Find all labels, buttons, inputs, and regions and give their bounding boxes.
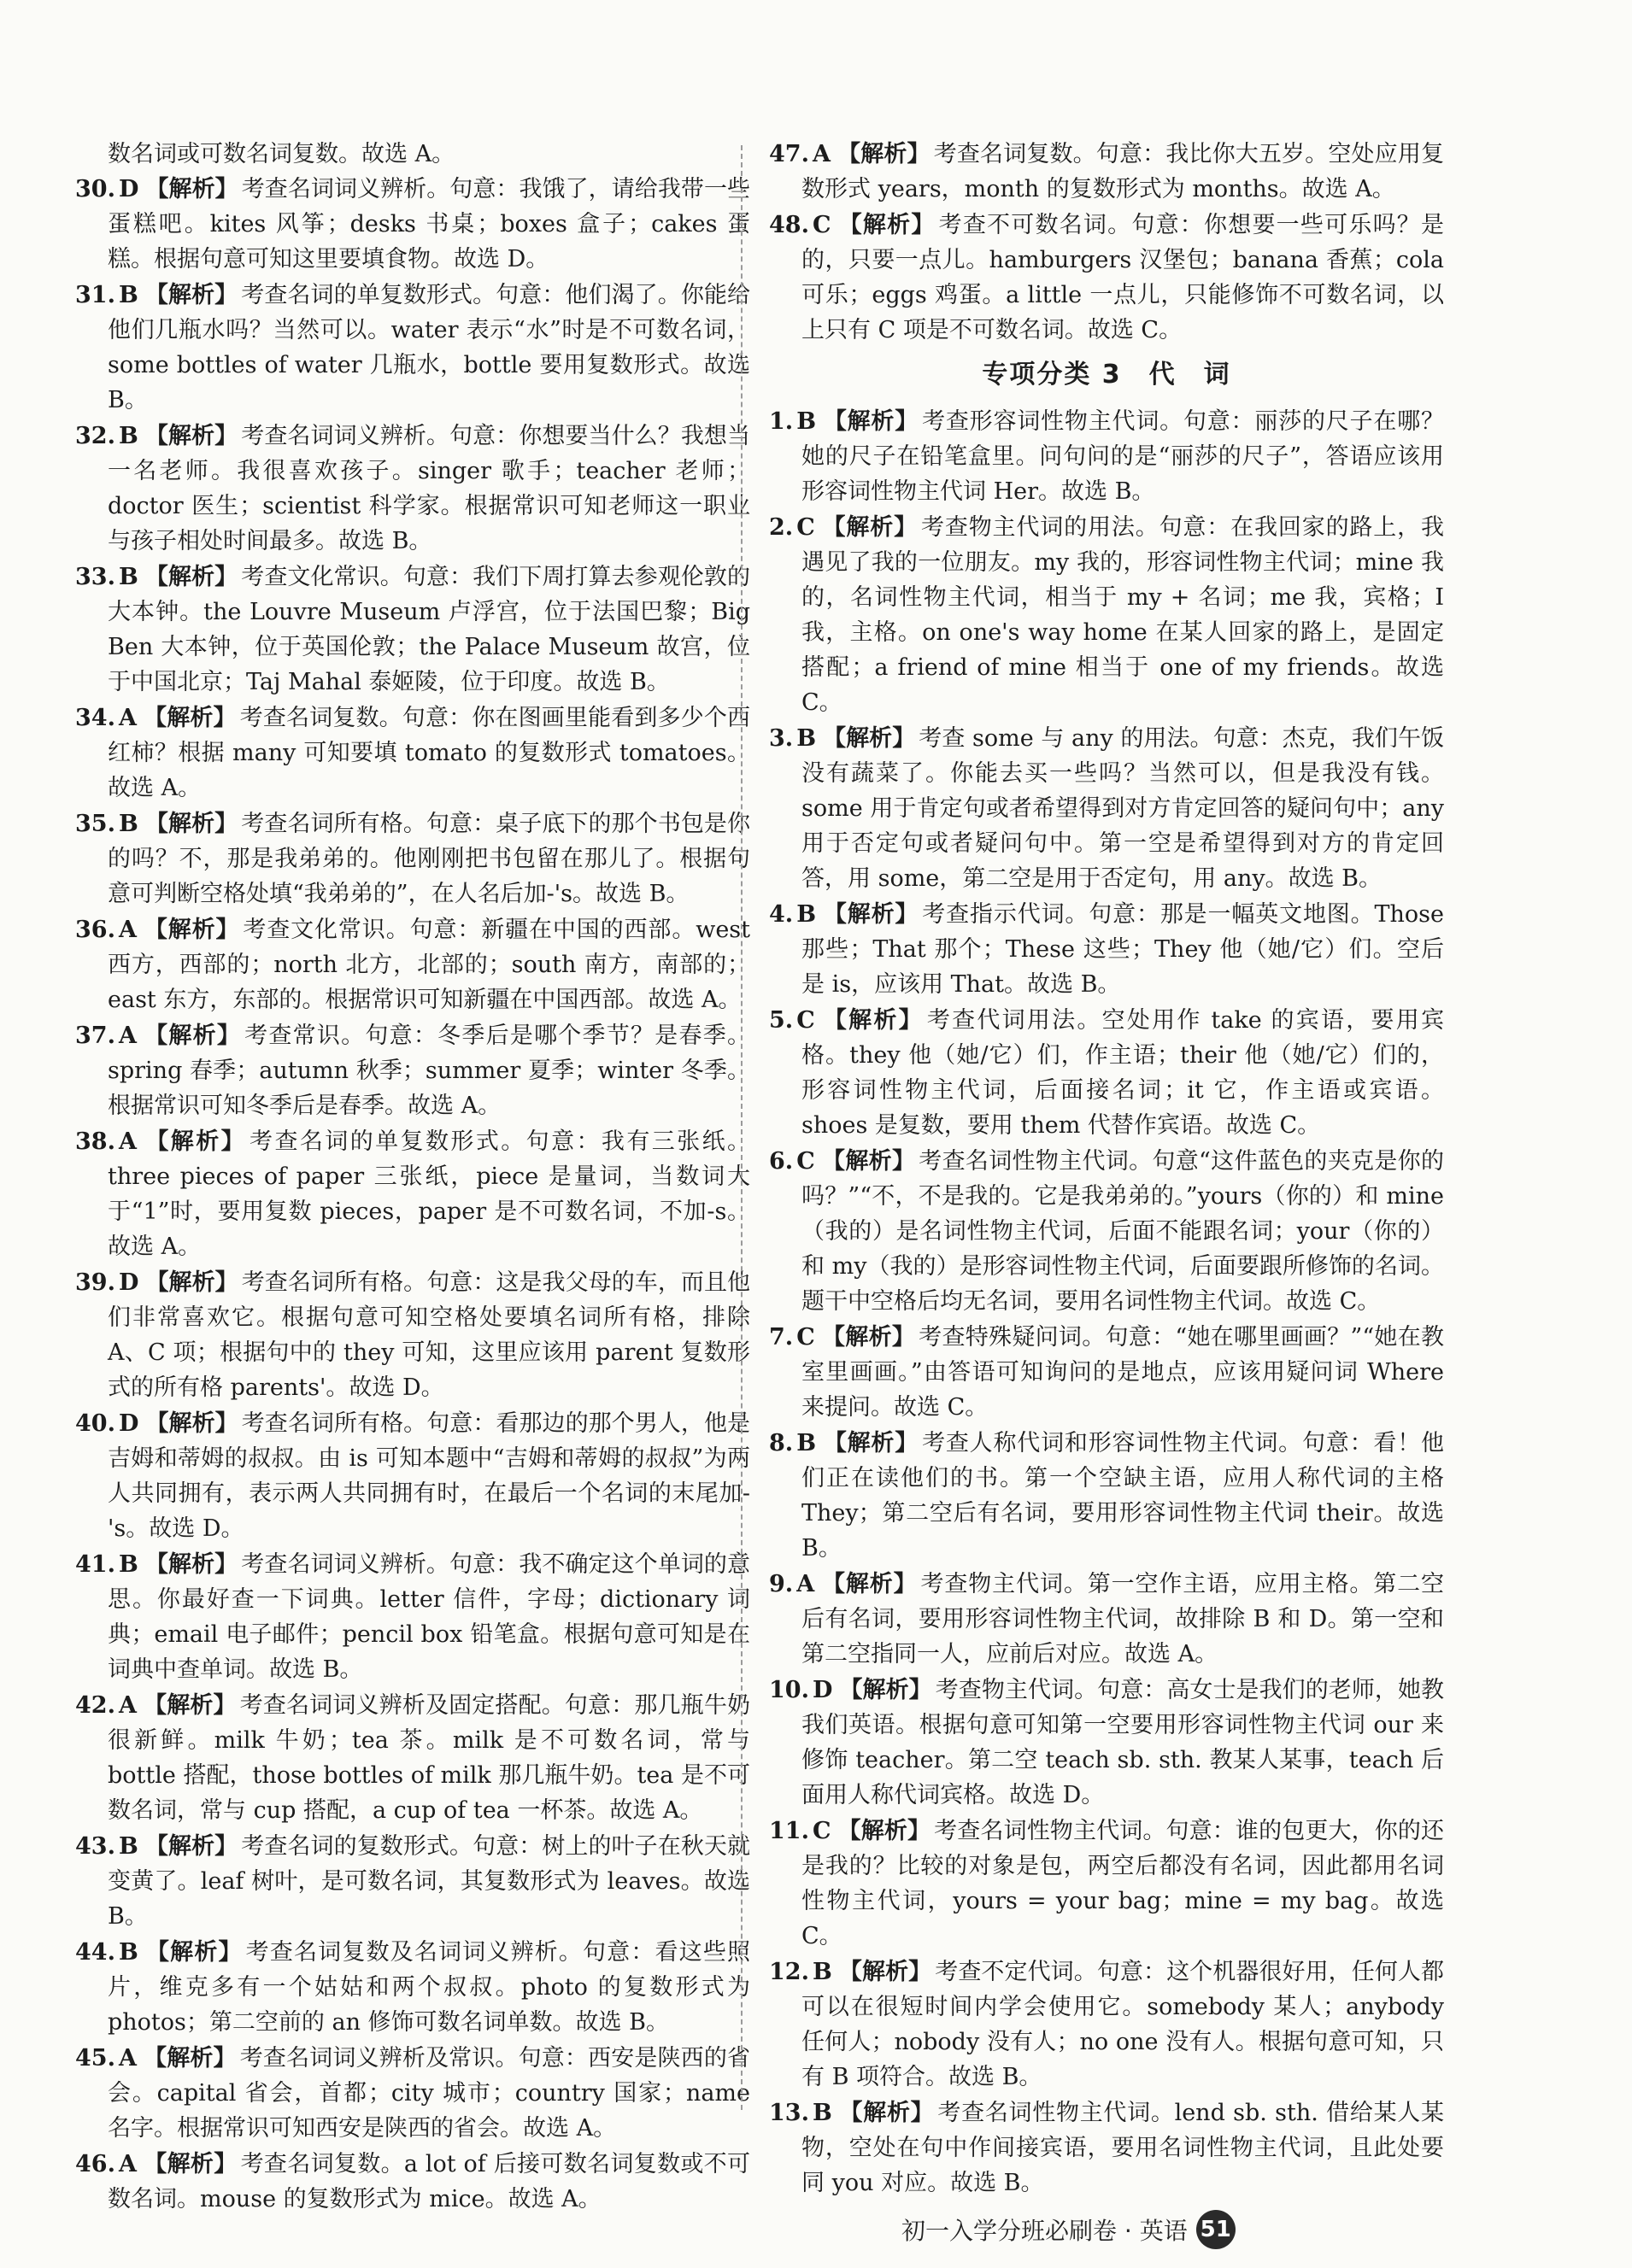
analysis-tag: 【解析】 bbox=[143, 1023, 242, 1049]
answer-letter: B bbox=[118, 564, 138, 590]
analysis-text: 考查名词所有格。句意：这是我父母的车，而且他们非常喜欢它。根据句意可知空格处要填名词所有格，排除 A、C 项；根据句中的 they 可知，这里应该用 parent 复数形式的所有格 parents'。故选 D。 bbox=[108, 1269, 751, 1401]
analysis-text: 考查名词复数。a lot of 后接可数名词复数或不可数名词。mouse 的复数形式为 mice。故选 A。 bbox=[108, 2151, 751, 2212]
analysis-text: 考查名词复数及名词词义辨析。句意：看这些照片，维克多有一个姑姑和两个叔叔。photo 的复数形式为 photos；第二空前的 an 修饰可数名词单数。故选 B。 bbox=[108, 1939, 751, 2036]
question-number: 45. bbox=[75, 2045, 115, 2072]
analysis-tag: 【解析】 bbox=[823, 901, 919, 928]
analysis-tag: 【解析】 bbox=[821, 1007, 924, 1034]
answer-entry bbox=[769, 1814, 1444, 1954]
answer-entry bbox=[769, 1003, 1444, 1143]
question-number: 38. bbox=[75, 1128, 115, 1155]
analysis-tag: 【解析】 bbox=[144, 564, 238, 590]
analysis-text: 考查名词的单复数形式。句意：他们渴了。你能给他们几瓶水吗？当然可以。water 表示“水”时是不可数名词，some bottles of water 几瓶水，bottle 要用复数形式。故选 B。 bbox=[108, 282, 751, 413]
answer-letter: A bbox=[118, 1128, 137, 1155]
answer-entry bbox=[75, 806, 750, 911]
question-number: 37. bbox=[75, 1023, 115, 1049]
answer-letter: B bbox=[118, 1551, 138, 1578]
analysis-text: 考查特殊疑问词。句意：“她在哪里画画？”“她在教室里画画。”由答语可知询问的是地点，应该用疑问词 Where 来提问。故选 C。 bbox=[801, 1324, 1444, 1421]
answer-letter: C bbox=[812, 1818, 831, 1844]
question-number: 2. bbox=[769, 514, 794, 541]
answer-entry bbox=[75, 700, 750, 806]
analysis-text: 考查 some 与 any 的用法。句意：杰克，我们午饭没有蔬菜了。你能去买一些吗？当然可以，但是我没有钱。some 用于肯定句或者希望得到对方肯定回答的疑问句中；any 用于否定句或者疑问句中。第一空是希望得到对方的肯定回答，用 some，第二空是用于否定句，用 any。故选 B。 bbox=[801, 725, 1445, 892]
analysis-text: 考查名词复数。句意：你在图画里能看到多少个西红柿？根据 many 可知要填 tomato 的复数形式 tomatoes。故选 A。 bbox=[108, 705, 750, 801]
question-number: 10. bbox=[769, 1677, 809, 1703]
answer-letter: A bbox=[118, 705, 137, 731]
analysis-tag: 【解析】 bbox=[839, 1677, 932, 1703]
answer-letter: D bbox=[118, 1410, 139, 1437]
analysis-text: 考查名词性物主代词。句意：谁的包更大，你的还是我的？比较的对象是包，两空后都没有名词，因此都用名词性物主代词，yours = your bag；mine = my bag。故选 C。 bbox=[801, 1818, 1445, 1949]
question-number: 40. bbox=[75, 1410, 115, 1437]
question-number: 34. bbox=[75, 705, 115, 731]
question-number: 8. bbox=[769, 1430, 794, 1456]
answer-entry bbox=[769, 1567, 1444, 1672]
answer-letter: B bbox=[796, 725, 817, 752]
answer-entry bbox=[769, 208, 1444, 348]
analysis-tag: 【解析】 bbox=[144, 1833, 238, 1860]
answer-entry bbox=[769, 2095, 1444, 2201]
answer-entry bbox=[75, 278, 750, 418]
analysis-text: 考查物主代词的用法。句意：在我回家的路上，我遇见了我的一位朋友。my 我的，形容词性物主代词；mine 我的，名词性物主代词，相当于 my + 名词；me 我，宾格；I 我，主格。on one's way home 在某人回家的路上，是固定搭配；a friend of mine 相当于 one of my friends。故选 C。 bbox=[801, 514, 1445, 716]
left-column bbox=[75, 137, 750, 2218]
answer-entry bbox=[75, 1124, 750, 1264]
analysis-tag: 【解析】 bbox=[143, 1692, 237, 1719]
answer-entry bbox=[75, 560, 750, 700]
analysis-tag: 【解析】 bbox=[823, 725, 916, 752]
analysis-tag: 【解析】 bbox=[145, 1269, 238, 1296]
answer-letter: B bbox=[118, 282, 138, 308]
answer-letter: D bbox=[118, 176, 139, 202]
answer-letter: B bbox=[796, 408, 817, 435]
analysis-text: 考查名词的复数形式。句意：树上的叶子在秋天就变黄了。leaf 树叶，是可数名词，其复数形式为 leaves。故选 B。 bbox=[108, 1833, 751, 1930]
question-number: 47. bbox=[769, 141, 809, 167]
answer-letter: B bbox=[118, 1833, 138, 1860]
analysis-tag: 【解析】 bbox=[143, 2151, 238, 2177]
answer-letter: B bbox=[118, 811, 138, 837]
question-number: 9. bbox=[769, 1571, 794, 1597]
question-number: 12. bbox=[769, 1959, 809, 1985]
answer-entry bbox=[769, 510, 1444, 720]
analysis-text: 考查不定代词。句意：这个机器很好用，任何人都可以在很短时间内学会使用它。somebody 某人；anybody 任何人；nobody 没有人；no one 没有人。根据句意可知，只有 B 项符合。故选 B。 bbox=[801, 1959, 1445, 2090]
answer-entry bbox=[75, 1829, 750, 1934]
question-number: 41. bbox=[75, 1551, 115, 1578]
analysis-tag: 【解析】 bbox=[821, 514, 918, 541]
answer-entry bbox=[75, 2041, 750, 2146]
section-title: 专项分类 3 代 词 bbox=[982, 360, 1231, 390]
analysis-tag: 【解析】 bbox=[144, 1939, 243, 1966]
analysis-tag: 【解析】 bbox=[823, 408, 919, 435]
answer-letter: A bbox=[118, 1692, 137, 1719]
right-entries-before bbox=[769, 137, 1444, 348]
answer-letter: B bbox=[812, 1959, 832, 1985]
answer-letter: B bbox=[796, 1430, 817, 1456]
answer-entry bbox=[75, 1935, 750, 2040]
question-number: 31. bbox=[75, 282, 115, 308]
analysis-text: 考查名词词义辨析。句意：我饿了，请给我带一些蛋糕吧。kites 风筝；desks 书桌；boxes 盒子；cakes 蛋糕。根据句意可知这里要填食物。故选 D。 bbox=[108, 176, 751, 273]
analysis-text: 考查人称代词和形容词性物主代词。句意：看！他们正在读他们的书。第一个空缺主语，应用人称代词的主格 They；第二空后有名词，要用形容词性物主代词 their。故选 B。 bbox=[801, 1430, 1445, 1562]
analysis-text: 考查名词所有格。句意：看那边的那个男人，他是吉姆和蒂姆的叔叔。由 is 可知本题中“吉姆和蒂姆的叔叔”为两人共同拥有，表示两人共同拥有时，在最后一个名词的末尾加-'s。故选 D。 bbox=[108, 1410, 751, 1542]
left-entries bbox=[75, 172, 750, 2217]
analysis-tag: 【解析】 bbox=[143, 2045, 237, 2072]
answer-entry bbox=[75, 1406, 750, 1546]
continuation-text: 数名词或可数名词复数。故选 A。 bbox=[108, 141, 455, 167]
question-number: 48. bbox=[769, 212, 809, 238]
answer-letter: C bbox=[796, 1148, 815, 1175]
analysis-text: 考查名词的单复数形式。句意：我有三张纸。three pieces of paper 三张纸，piece 是量词，当数词大于“1”时，要用复数 pieces，paper 是不可数名词，不加-s。故选 A。 bbox=[108, 1128, 751, 1260]
right-entries bbox=[769, 404, 1444, 2201]
right-column bbox=[769, 137, 1444, 2201]
analysis-tag: 【解析】 bbox=[837, 141, 930, 167]
answer-entry bbox=[769, 404, 1444, 509]
answer-entry bbox=[75, 2147, 750, 2217]
question-number: 44. bbox=[75, 1939, 115, 1966]
answer-letter: A bbox=[118, 2045, 137, 2072]
answer-letter: C bbox=[796, 1007, 815, 1034]
answer-letter: B bbox=[118, 1939, 138, 1966]
analysis-text: 考查不可数名词。句意：你想要一些可乐吗？是的，只要一点儿。hamburgers 汉堡包；banana 香蕉；cola 可乐；eggs 鸡蛋。a little 一点儿，只能修饰不可数名词，以上只有 C 项是不可数名词。故选 C。 bbox=[801, 212, 1445, 343]
analysis-text: 考查代词用法。空处用作 take 的宾语，要用宾格。they 他（她/它）们，作主语；their 他（她/它）们的，形容词性物主代词，后面接名词；it 它，作主语或宾语。shoes 是复数，要用 them 代替作宾语。故选 C。 bbox=[801, 1007, 1445, 1139]
analysis-text: 考查常识。句意：冬季后是哪个季节？是春季。spring 春季；autumn 秋季；summer 夏季；winter 冬季。根据常识可知冬季后是春季。故选 A。 bbox=[108, 1023, 751, 1119]
question-number: 33. bbox=[75, 564, 115, 590]
analysis-tag: 【解析】 bbox=[821, 1148, 916, 1175]
analysis-tag: 【解析】 bbox=[821, 1571, 918, 1597]
question-number: 42. bbox=[75, 1692, 115, 1719]
analysis-text: 考查名词性物主代词。句意“这件蓝色的夹克是你的吗？”“不，不是我的。它是我弟弟的。”yours（你的）和 mine（我的）是名词性物主代词，后面不能跟名词；your（你的）和 my（我的）是形容词性物主代词，后面要跟所修饰的名词。题干中空格后均无名词，要用名词性物主代词。故选 C。 bbox=[801, 1148, 1444, 1315]
question-number: 1. bbox=[769, 408, 794, 435]
question-number: 3. bbox=[769, 725, 794, 752]
answer-entry bbox=[769, 1320, 1444, 1425]
analysis-text: 考查物主代词。第一空作主语，应用主格。第二空后有名词，要用形容词性物主代词，故排除 B 和 D。第一空和第二空指同一人，应前后对应。故选 A。 bbox=[801, 1571, 1445, 1667]
answer-entry bbox=[75, 1547, 750, 1687]
question-number: 39. bbox=[75, 1269, 115, 1296]
question-number: 30. bbox=[75, 176, 115, 202]
answer-entry bbox=[769, 897, 1444, 1002]
answer-letter: B bbox=[118, 423, 138, 449]
analysis-tag: 【解析】 bbox=[143, 917, 240, 943]
answer-letter: A bbox=[118, 917, 137, 943]
analysis-text: 考查文化常识。句意：我们下周打算去参观伦敦的大本钟。the Louvre Museum 卢浮宫，位于法国巴黎；Big Ben 大本钟，位于英国伦敦；the Palace Museum 故宫，位于中国北京；Taj Mahal 泰姬陵，位于印度。故选 B。 bbox=[108, 564, 751, 695]
answer-entry bbox=[75, 419, 750, 559]
answer-letter: A bbox=[812, 141, 831, 167]
analysis-text: 考查指示代词。句意：那是一幅英文地图。Those 那些；That 那个；These 这些；They 他（她/它）们。空后是 is，应该用 That。故选 B。 bbox=[801, 901, 1445, 998]
answer-letter: B bbox=[796, 901, 817, 928]
analysis-text: 考查名词词义辨析及固定搭配。句意：那几瓶牛奶很新鲜。milk 牛奶；tea 茶。milk 是不可数名词，常与 bottle 搭配，those bottles of milk 那几瓶牛奶。tea 是不可数名词，常与 cup 搭配，a cup of tea 一杯茶。故选 A。 bbox=[108, 1692, 750, 1824]
answer-entry bbox=[769, 1144, 1444, 1319]
analysis-text: 考查名词复数。句意：我比你大五岁。空处应用复数形式 years，month 的复数形式为 months。故选 A。 bbox=[801, 141, 1444, 202]
analysis-tag: 【解析】 bbox=[145, 176, 238, 202]
analysis-tag: 【解析】 bbox=[143, 705, 237, 731]
question-number: 36. bbox=[75, 917, 115, 943]
analysis-tag: 【解析】 bbox=[837, 1818, 931, 1844]
question-number: 11. bbox=[769, 1818, 809, 1844]
answer-letter: C bbox=[812, 212, 831, 238]
question-number: 7. bbox=[769, 1324, 794, 1351]
answer-letter: A bbox=[118, 2151, 137, 2177]
answer-letter: D bbox=[118, 1269, 139, 1296]
answer-entry bbox=[769, 1426, 1444, 1566]
analysis-text: 考查名词所有格。句意：桌子底下的那个书包是你的吗？不，那是我弟弟的。他刚刚把书包留在那儿了。根据句意可判断空格处填“我弟弟的”，在人名后加-'s。故选 B。 bbox=[108, 811, 751, 907]
analysis-text: 考查文化常识。句意：新疆在中国的西部。west 西方，西部的；north 北方，北部的；south 南方，南部的；east 东方，东部的。根据常识可知新疆在中国西部。故选 A。 bbox=[108, 917, 751, 1013]
analysis-tag: 【解析】 bbox=[145, 1410, 238, 1437]
answer-entry bbox=[75, 912, 750, 1017]
answer-letter: A bbox=[796, 1571, 815, 1597]
answer-letter: B bbox=[812, 2100, 832, 2126]
answer-entry bbox=[769, 1954, 1444, 2095]
answer-letter: C bbox=[796, 514, 815, 541]
answer-entry bbox=[769, 1673, 1444, 1813]
question-number: 43. bbox=[75, 1833, 115, 1860]
analysis-tag: 【解析】 bbox=[821, 1324, 916, 1351]
analysis-text: 考查物主代词。句意：高女士是我们的老师，她教我们英语。根据句意可知第一空要用形容词性物主代词 our 来修饰 teacher。第二空 teach sb. sth. 教某人某事，teach 后面用人称代词宾格。故选 D。 bbox=[801, 1677, 1445, 1808]
analysis-text: 考查名词性物主代词。lend sb. sth. 借给某人某物，空处在句中作间接宾语，要用名词性物主代词，且此处要同 you 对应。故选 B。 bbox=[801, 2100, 1445, 2196]
question-number: 5. bbox=[769, 1007, 794, 1034]
analysis-tag: 【解析】 bbox=[837, 212, 936, 238]
answer-entry bbox=[769, 721, 1444, 896]
analysis-tag: 【解析】 bbox=[838, 1959, 932, 1985]
analysis-text: 考查形容词性物主代词。句意：丽莎的尺子在哪？她的尺子在铅笔盒里。问句问的是“丽莎的尺子”，答语应该用形容词性物主代词 Her。故选 B。 bbox=[801, 408, 1445, 505]
answer-entry bbox=[75, 1688, 750, 1828]
answer-entry bbox=[75, 172, 750, 277]
analysis-text: 考查名词词义辨析。句意：我不确定这个单词的意思。你最好查一下词典。letter 信件，字母；dictionary 词典；email 电子邮件；pencil box 铅笔盒。根据句意可知是在词典中查单词。故选 B。 bbox=[108, 1551, 751, 1683]
answer-letter: A bbox=[118, 1023, 137, 1049]
question-number: 35. bbox=[75, 811, 115, 837]
page-number: 51 bbox=[1196, 2210, 1236, 2249]
analysis-tag: 【解析】 bbox=[823, 1430, 919, 1456]
analysis-tag: 【解析】 bbox=[144, 282, 238, 308]
column-divider bbox=[741, 145, 743, 2110]
footer-title: 初一入学分班必刷卷 · 英语 bbox=[901, 2217, 1188, 2245]
analysis-tag: 【解析】 bbox=[143, 1128, 247, 1155]
page-footer bbox=[901, 2208, 1236, 2251]
analysis-tag: 【解析】 bbox=[144, 1551, 238, 1578]
analysis-tag: 【解析】 bbox=[838, 2100, 935, 2126]
question-number: 46. bbox=[75, 2151, 115, 2177]
answer-letter: C bbox=[796, 1324, 815, 1351]
analysis-text: 考查名词词义辨析及常识。句意：西安是陕西的省会。capital 省会，首都；city 城市；country 国家；name 名字。根据常识可知西安是陕西的省会。故选 A。 bbox=[108, 2045, 750, 2142]
answer-entry bbox=[75, 1265, 750, 1405]
answer-entry bbox=[769, 137, 1444, 207]
question-number: 4. bbox=[769, 901, 794, 928]
question-number: 6. bbox=[769, 1148, 794, 1175]
question-number: 13. bbox=[769, 2100, 809, 2126]
answer-letter: D bbox=[812, 1677, 833, 1703]
answer-entry bbox=[75, 1018, 750, 1123]
analysis-tag: 【解析】 bbox=[144, 811, 238, 837]
analysis-text: 考查名词词义辨析。句意：你想要当什么？我想当一名老师。我很喜欢孩子。singer 歌手；teacher 老师；doctor 医生；scientist 科学家。根据常识可知老师这一职业与孩子相处时间最多。故选 B。 bbox=[108, 423, 751, 554]
question-number: 32. bbox=[75, 423, 115, 449]
analysis-tag: 【解析】 bbox=[144, 423, 238, 449]
